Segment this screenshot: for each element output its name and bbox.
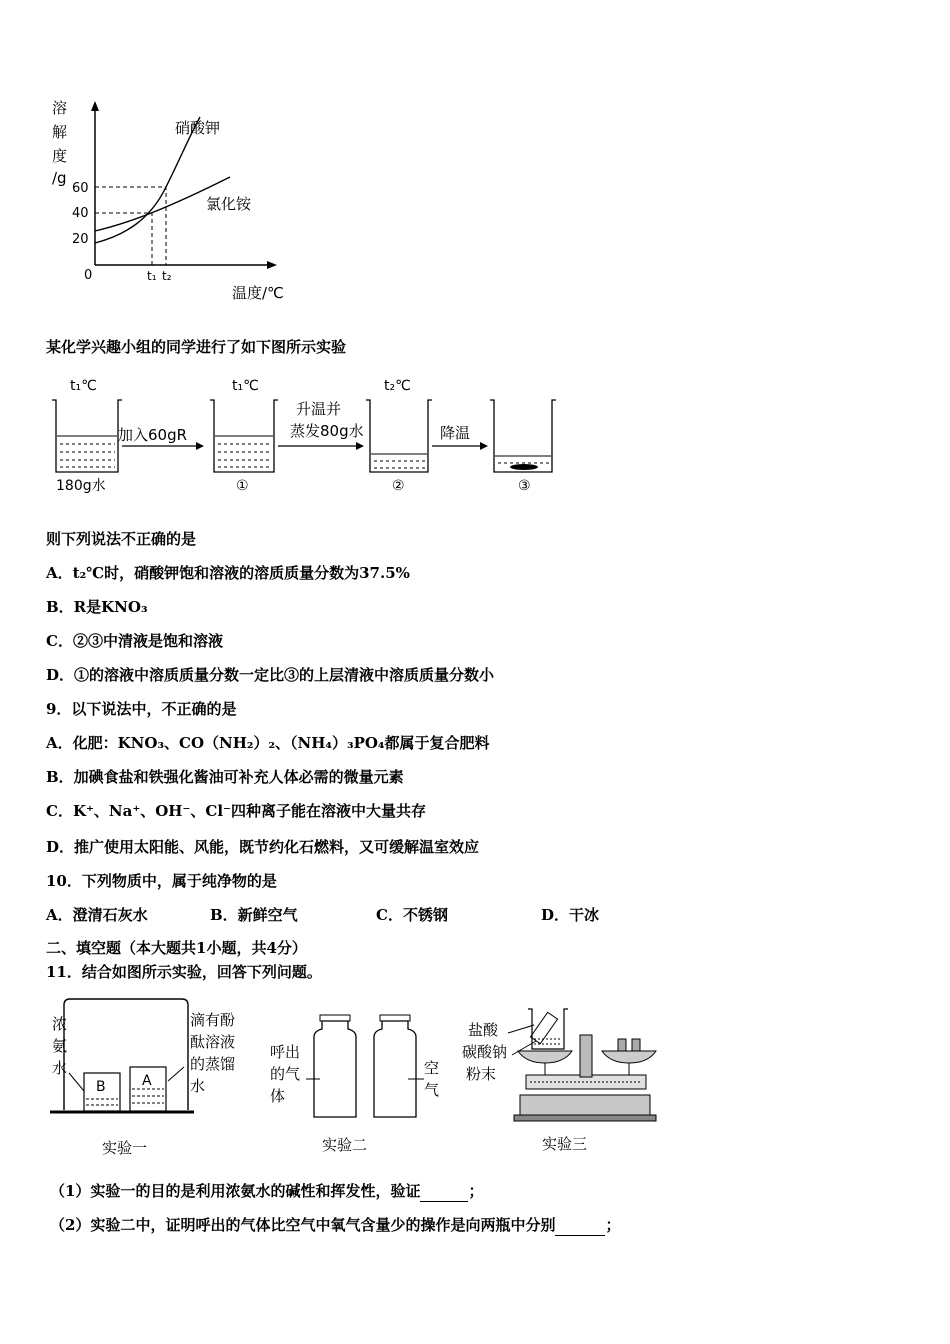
solubility-chart <box>40 95 300 310</box>
exp2-left-label: 的气 <box>270 1065 301 1083</box>
exp2-right-label: 空 <box>424 1059 440 1077</box>
step-label: 加入60gR <box>118 426 188 444</box>
x-tick-label: t₁ <box>147 269 157 283</box>
exp3-caption: 实验三 <box>542 1135 588 1153</box>
beaker-b-label: B <box>96 1079 106 1095</box>
exp1-right-label: 滴有酚 <box>190 1011 236 1029</box>
balance-pan-right <box>602 1051 656 1063</box>
y-label-char: 度 <box>52 147 68 165</box>
intro-text: 某化学兴趣小组的同学进行了如下图所示实验 <box>46 338 347 356</box>
answer-blank[interactable] <box>555 1215 605 1236</box>
y-label-char: 解 <box>52 123 68 141</box>
y-tick-label: 20 <box>72 232 89 247</box>
origin-label: 0 <box>84 268 93 283</box>
weights <box>618 1039 626 1051</box>
q9-option-a: A．化肥：KNO₃、CO（NH₂）₂、（NH₄）₃PO₄都属于复合肥料 <box>46 734 490 752</box>
exp1-caption: 实验一 <box>102 1139 148 1157</box>
temp-label: t₂℃ <box>384 378 411 394</box>
q8-option-c: C．②③中清液是饱和溶液 <box>46 632 223 650</box>
step-label: 升温并 <box>296 400 342 418</box>
q8-option-b: B．R是KNO₃ <box>46 598 148 616</box>
q8-option-d: D．①的溶液中溶质质量分数一定比③的上层清液中溶质质量分数小 <box>46 666 495 684</box>
x-axis-arrow <box>267 261 277 269</box>
temp-label: t₁℃ <box>232 378 259 394</box>
x-tick-label: t₂ <box>162 269 172 283</box>
q10-stem: 10．下列物质中，属于纯净物的是 <box>46 872 277 890</box>
q11-sub1-end: ； <box>468 1182 484 1200</box>
exp3-label: 粉末 <box>466 1065 497 1083</box>
reaction-beaker <box>528 1009 568 1049</box>
y-axis-arrow <box>91 101 99 111</box>
beaker-3 <box>490 400 556 472</box>
q9-stem: 9．以下说法中，不正确的是 <box>46 700 237 718</box>
solution-0 <box>57 436 117 471</box>
q10-option-b: B．新鲜空气 <box>210 906 298 924</box>
q8-option-a: A．t₂℃时，硝酸钾饱和溶液的溶质质量分数为37.5% <box>46 564 410 582</box>
exp2-left-label: 体 <box>270 1087 286 1105</box>
beaker-a-label: A <box>142 1073 152 1089</box>
exp2-left-label: 呼出 <box>270 1043 301 1061</box>
bell-jar <box>64 999 188 1110</box>
balance-pan-left <box>518 1051 572 1063</box>
gas-bottle-right <box>374 1021 416 1117</box>
beaker-label: 180g水 <box>56 478 106 494</box>
exp1-left-label: 氨 <box>52 1037 68 1055</box>
section-heading: 二、填空题（本大题共1小题，共4分） <box>46 939 307 957</box>
guide-60 <box>95 187 166 265</box>
crystals <box>510 464 538 470</box>
q10-option-d: D．干冰 <box>541 906 600 924</box>
q11-sub2-text: （2）实验二中，证明呼出的气体比空气中氧气含量少的操作是向两瓶中分别 <box>50 1216 556 1234</box>
beaker-label: ① <box>236 478 249 494</box>
exp1-right-label: 酞溶液 <box>190 1033 236 1051</box>
q8-stem: 则下列说法不正确的是 <box>46 530 197 548</box>
q11-sub1 <box>50 1181 483 1202</box>
series-label-nh4cl: 氯化铵 <box>206 195 252 213</box>
q10-option-c: C．不锈钢 <box>376 906 448 924</box>
guide-40 <box>95 213 152 265</box>
exp1-left-label: 水 <box>52 1059 68 1077</box>
temp-label: t₁℃ <box>70 378 97 394</box>
q11-figures <box>44 995 674 1165</box>
q11-sub2-end: ； <box>605 1216 621 1234</box>
y-tick-label: 40 <box>72 206 89 221</box>
series-label-kno3: 硝酸钾 <box>175 119 221 137</box>
experiment-flow-diagram <box>40 372 570 502</box>
beaker-label: ③ <box>518 478 531 494</box>
step-label: 蒸发80g水 <box>290 422 364 440</box>
answer-blank[interactable] <box>420 1181 468 1202</box>
pointer-line <box>168 1067 184 1081</box>
q11-sub2 <box>50 1215 620 1236</box>
q9-option-b: B．加碘食盐和铁强化酱油可补充人体必需的微量元素 <box>46 768 404 786</box>
y-tick-label: 60 <box>72 181 89 196</box>
y-label-char: 溶 <box>52 99 68 117</box>
y-label-char: /g <box>52 169 67 187</box>
exp2-caption: 实验二 <box>322 1136 368 1154</box>
exp3-label: 盐酸 <box>468 1021 499 1039</box>
exp1-right-label: 的蒸馏 <box>190 1055 236 1073</box>
exp2-right-label: 气 <box>424 1081 440 1099</box>
beaker-label: ② <box>392 478 405 494</box>
exp1-right-label: 水 <box>190 1077 206 1095</box>
pointer-line <box>69 1073 84 1091</box>
pointer-line <box>508 1025 534 1033</box>
step-label: 降温 <box>440 424 471 442</box>
gas-bottle-left <box>314 1021 356 1117</box>
weights <box>632 1039 640 1051</box>
exp1-left-label: 浓 <box>52 1015 68 1033</box>
exp3-label: 碳酸钠 <box>462 1043 508 1061</box>
q11-stem: 11．结合如图所示实验，回答下列问题。 <box>46 963 322 981</box>
q9-option-c: C．K⁺、Na⁺、OH⁻、Cl⁻四种离子能在溶液中大量共存 <box>46 802 426 820</box>
x-axis-label: 温度/℃ <box>232 284 284 302</box>
q10-option-a: A．澄清石灰水 <box>46 906 148 924</box>
q11-sub1-text: （1）实验一的目的是利用浓氨水的碱性和挥发性，验证 <box>50 1182 421 1200</box>
q9-option-d: D．推广使用太阳能、风能，既节约化石燃料，又可缓解温室效应 <box>46 838 480 856</box>
